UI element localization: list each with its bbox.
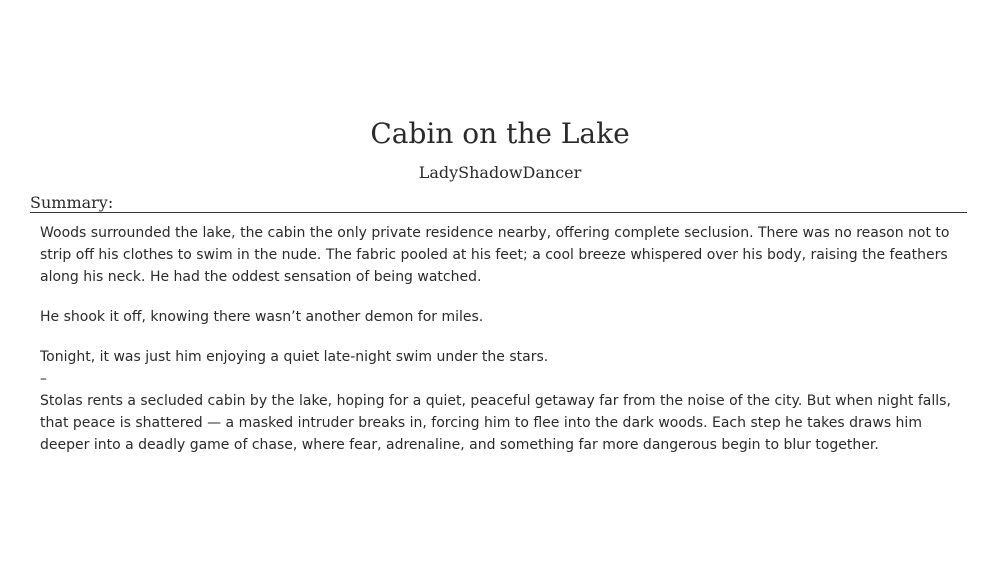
author-name[interactable]: LadyShadowDancer (418, 163, 582, 182)
summary-body (40, 222, 965, 456)
summary-heading: Summary: (30, 193, 967, 213)
work-title: Cabin on the Lake (370, 117, 630, 150)
summary-paragraph: Tonight, it was just him enjoying a quiet late-night swim under the stars. (40, 349, 549, 365)
summary-paragraph: He shook it off, knowing there wasn’t another demon for miles. (40, 309, 484, 325)
summary-paragraph: Woods surrounded the lake, the cabin the only private residence nearby, offering complete seclusion. There was no reason not to strip off his clothes to swim in the nude. The fabric pooled at his feet; a cool breeze whispered over his body, raising the feathers along his neck. He had the oddest sensation of being watched. (40, 225, 950, 285)
summary-paragraph: Stolas rents a secluded cabin by the lake, hoping for a quiet, peaceful getaway far from the noise of the city. But when night falls, that peace is shattered — a masked intruder breaks in, forcing him to flee into the dark woods. Each step he takes draws him deeper into a deadly game of chase, where fear, adrenaline, and something far more dangerous begin to blur together. (40, 393, 951, 453)
summary-separator: – (40, 371, 47, 387)
